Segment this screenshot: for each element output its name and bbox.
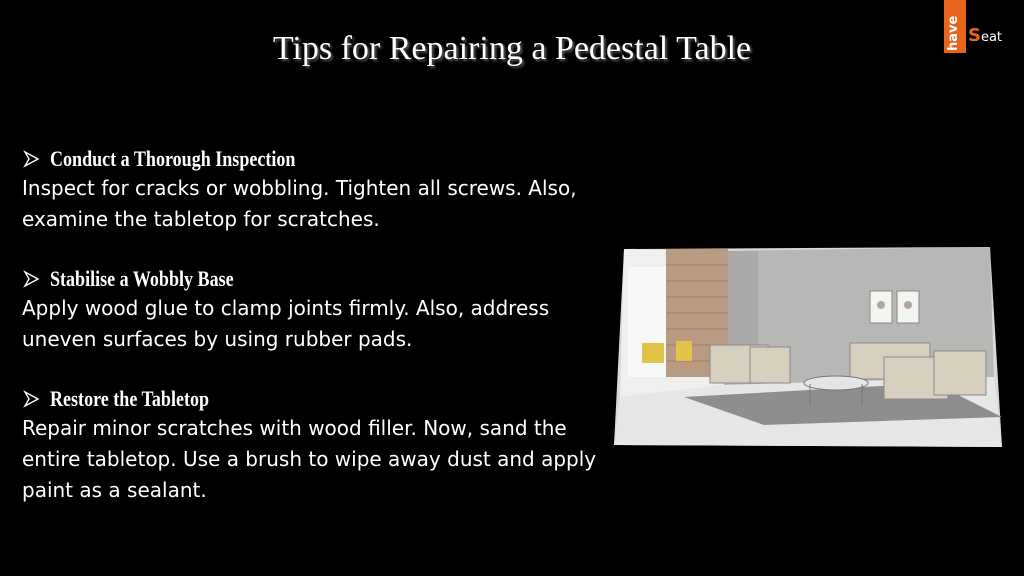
have-a-seat-logo — [944, 0, 1024, 55]
tip-heading-row — [22, 145, 602, 173]
arrowhead-bullet-icon — [22, 270, 40, 288]
tip-body: Repair minor scratches with wood filler. Now, sand the entire tabletop. Use a brush to wipe away dust and apply paint as a sealant. — [22, 416, 597, 502]
tip-heading: Stabilise a Wobbly Base — [50, 266, 234, 291]
logo-s-letter: S — [968, 25, 981, 46]
lounge-furniture-photo — [614, 247, 1002, 447]
logo-eat-text: eat — [980, 30, 1003, 45]
tip-heading: Conduct a Thorough Inspection — [50, 146, 296, 171]
tip-heading: Restore the Tabletop — [50, 386, 210, 411]
arrowhead-bullet-icon — [22, 150, 40, 168]
tip-body: Inspect for cracks or wobbling. Tighten all screws. Also, examine the tabletop for scratches. — [22, 176, 577, 231]
photo-illustration — [614, 247, 1002, 447]
tip-item — [22, 265, 602, 355]
logo-have-text: have — [946, 15, 961, 51]
tip-body: Apply wood glue to clamp joints firmly. Also, address uneven surfaces by using rubber pads. — [22, 296, 550, 351]
arrowhead-bullet-icon — [22, 390, 40, 408]
slide-title: Tips for Repairing a Pedestal Table — [272, 30, 752, 67]
tips-list — [22, 145, 602, 536]
tip-item — [22, 145, 602, 235]
tip-heading-row — [22, 385, 602, 413]
logo-seat-text — [968, 27, 1002, 45]
tip-item — [22, 385, 602, 506]
tip-heading-row — [22, 265, 602, 293]
